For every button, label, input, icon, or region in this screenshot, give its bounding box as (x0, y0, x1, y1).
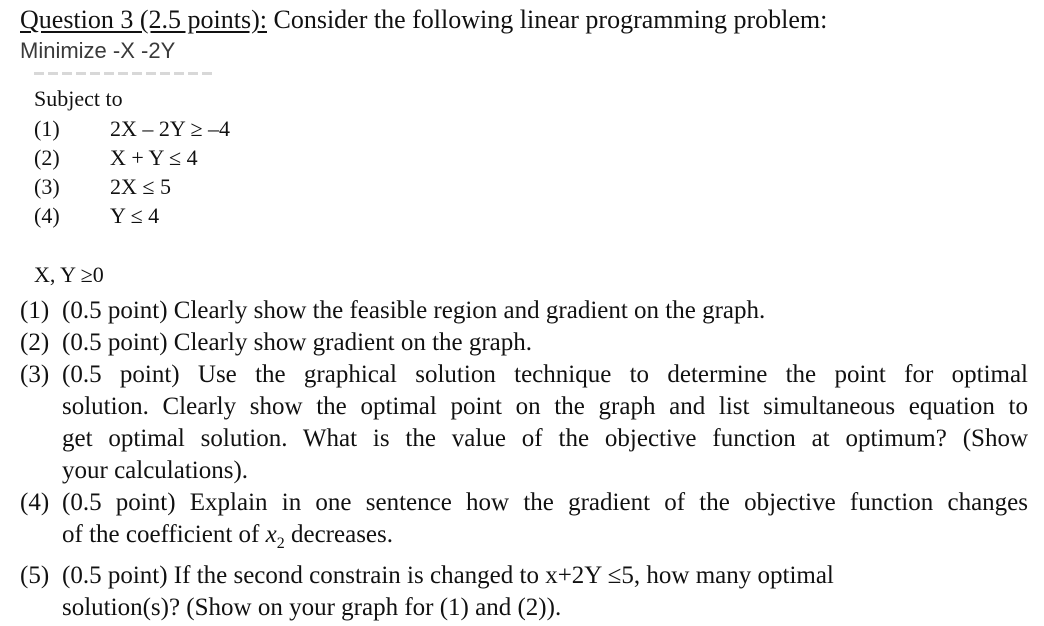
part-text-line: (0.5 point) Explain in one sentence how the gradient of the objective function changes (62, 489, 1028, 516)
part-text-line: solution. Clearly show the optimal point on the graph and list simultaneous equation to (62, 393, 1028, 420)
part-text-line (62, 519, 1028, 560)
variable-subscript: 2 (276, 535, 285, 552)
part-text-line: (0.5 point) If the second constrain is changed to x+2Y ≤5, how many optimal (62, 562, 834, 589)
constraint-row (34, 172, 230, 201)
part-number: (5) (20, 562, 50, 589)
part-text-line: solution(s)? (Show on your graph for (1) and (2)). (62, 594, 562, 621)
subject-to-label: Subject to (34, 86, 123, 111)
part-number: (2) (20, 329, 50, 356)
question-part (20, 560, 1028, 624)
part-text-line: get optimal solution. What is the value of the objective function at optimum? (Show (62, 425, 1028, 452)
constraint-number: (4) (34, 203, 60, 228)
part-text-fragment: of the coefficient of (62, 521, 266, 548)
constraint-number: (1) (34, 116, 60, 141)
constraint-number: (3) (34, 174, 60, 199)
question-part (20, 295, 1028, 327)
question-part (20, 359, 1028, 487)
faint-divider (34, 72, 214, 75)
part-text (62, 560, 1028, 624)
question-prompt: Consider the following linear programming problem: (267, 5, 828, 34)
constraint-row (34, 114, 230, 143)
constraint-expression: 2X – 2Y ≥ –4 (110, 116, 231, 141)
nonnegativity-constraint: X, Y ≥0 (34, 262, 104, 287)
objective-function: Minimize -X -2Y (20, 38, 176, 63)
constraint-number: (2) (34, 145, 60, 170)
part-text: (0.5 point) Clearly show gradient on the graph. (62, 329, 533, 356)
question-label: Question 3 (2.5 points): (20, 5, 267, 34)
part-text-line: (0.5 point) Use the graphical solution technique to determine the point for optimal (62, 361, 1028, 388)
part-text-line: your calculations). (62, 457, 249, 484)
question-title (20, 4, 827, 36)
question-parts (20, 295, 1028, 624)
part-text (62, 359, 1028, 487)
part-number: (3) (20, 361, 50, 388)
part-text-fragment: decreases. (284, 521, 393, 548)
constraint-expression: X + Y ≤ 4 (110, 145, 198, 170)
constraints-list (34, 114, 230, 230)
part-text: (0.5 point) Clearly show the feasible region and gradient on the graph. (62, 297, 766, 324)
question-part (20, 487, 1028, 560)
part-text (62, 487, 1028, 560)
constraint-row (34, 201, 230, 230)
constraint-row (34, 143, 230, 172)
part-number: (4) (20, 489, 50, 516)
constraint-expression: 2X ≤ 5 (110, 174, 171, 199)
variable-x: x (265, 521, 277, 548)
constraint-expression: Y ≤ 4 (110, 203, 160, 228)
question-part (20, 327, 1028, 359)
part-number: (1) (20, 297, 50, 324)
